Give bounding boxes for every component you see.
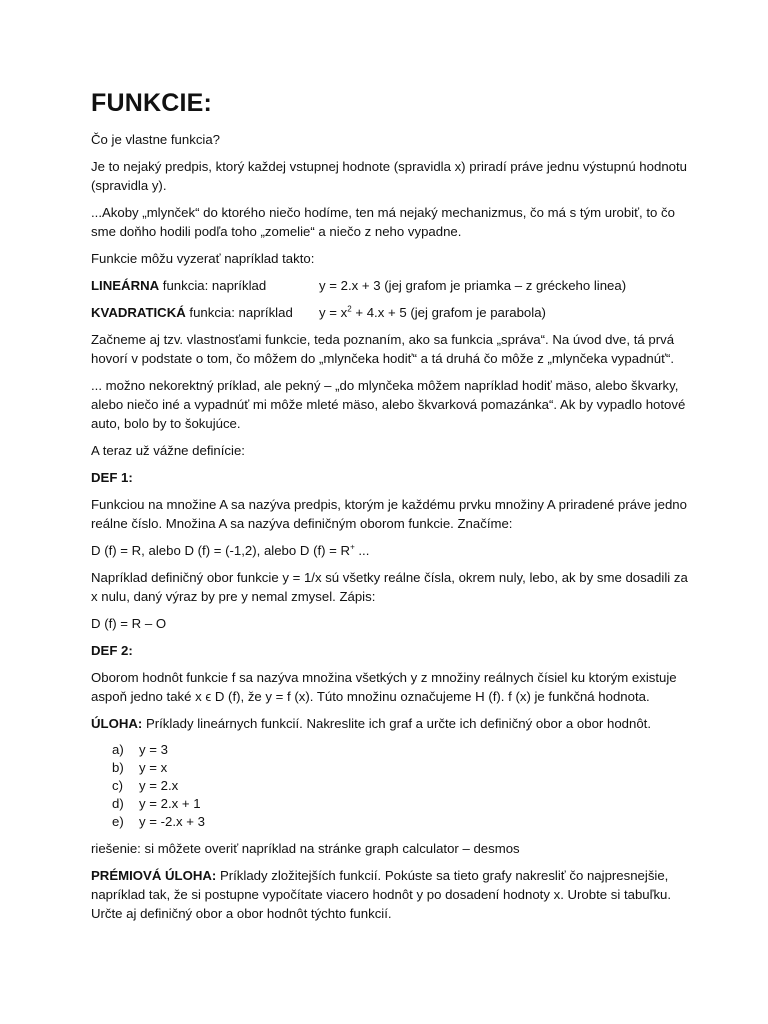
list-item-text: y = -2.x + 3 xyxy=(139,814,205,829)
task-list xyxy=(91,741,691,831)
question-paragraph: Čo je vlastne funkcia? xyxy=(91,132,221,147)
page-title: FUNKCIE: xyxy=(91,89,213,117)
list-marker: d) xyxy=(112,796,124,811)
quadratic-formula-part-b: + 4.x + 5 (jej grafom je parabola) xyxy=(351,305,546,320)
domain-examples xyxy=(91,541,691,560)
task-paragraph xyxy=(91,714,691,733)
def2-heading: DEF 2: xyxy=(91,643,133,658)
definition-paragraph: Je to nejaký predpis, ktorý každej vstupnej hodnote (spravidla x) priradí práve jednu výstupnú hodnotu (spravidla y). xyxy=(91,159,687,193)
quadratic-formula-part-a: y = x xyxy=(319,305,348,320)
task-text: Príklady lineárnych funkcií. Nakreslite ich graf a určte ich definičný obor a obor hodnôt. xyxy=(142,716,651,731)
reciprocal-paragraph: Napríklad definičný obor funkcie y = 1/x sú všetky reálne čísla, okrem nuly, lebo, ak by sme dosadili za x nulu, daný výraz by pre y nemal zmysel. Zápis: xyxy=(91,570,688,604)
quadratic-function-name: KVADRATICKÁ xyxy=(91,305,186,320)
domain-examples-tail: ... xyxy=(354,543,370,558)
def1-heading: DEF 1: xyxy=(91,470,133,485)
serious-definitions-intro: A teraz už vážne definície: xyxy=(91,443,245,458)
list-marker: a) xyxy=(112,742,124,757)
examples-intro: Funkcie môžu vyzerať napríklad takto: xyxy=(91,251,315,266)
grinder-paragraph: ...Akoby „mlynček“ do ktorého niečo hodíme, ten má nejaký mechanizmus, čo má s tým urobiť, to čo sme doňho hodili podľa toho „zomelie“ a niečo z neho vypadne. xyxy=(91,205,675,239)
def1-body: Funkciou na množine A sa nazýva predpis, ktorým je každému prvku množiny A priradené práve jedno reálne číslo. Množina A sa nazýva definičným oborom funkcie. Značíme: xyxy=(91,497,687,531)
list-item xyxy=(91,759,691,777)
solution-paragraph: riešenie: si môžete overiť napríklad na stránke graph calculator – desmos xyxy=(91,841,520,856)
domain-examples-sup: + xyxy=(350,542,355,552)
example-paragraph: ... možno nekorektný príklad, ale pekný – „do mlynčeka môžem napríklad hodiť mäso, alebo škvarky, alebo niečo iné a vypadnúť mi môže mleté mäso, alebo škvarková pomazánka“. Ak by vypadlo hotové auto, bolo by to šokujúce. xyxy=(91,378,686,431)
properties-paragraph: Začneme aj tzv. vlastnosťami funkcie, teda poznaním, ako sa funkcia „správa“. Na úvod dve, tá prvá hovorí v podstate o tom, čo môžem do „mlynčeka hodiť“ a tá druhá čo môže z „mlynčeka vypadnúť“. xyxy=(91,332,675,366)
list-item-text: y = 2.x + 1 xyxy=(139,796,201,811)
list-item-text: y = x xyxy=(139,760,168,775)
linear-function-row xyxy=(91,276,691,295)
quadratic-formula-exponent: 2 xyxy=(347,304,352,314)
document-body xyxy=(91,88,691,931)
premium-task-text: Príklady zložitejších funkcií. Pokúste sa tieto grafy nakresliť čo najpresnejšie, napríklad tak, že si postupne vypočítate viacero hodnôt y po dosadení hodnoty x. Urobte si tabuľku. Určte aj definičný obor a obor hodnôt týchto funkcií. xyxy=(91,868,672,921)
list-marker: e) xyxy=(112,814,124,829)
list-item xyxy=(91,795,691,813)
premium-task-paragraph xyxy=(91,866,691,923)
task-label: ÚLOHA: xyxy=(91,716,143,731)
linear-function-formula: y = 2.x + 3 (jej grafom je priamka – z gréckeho linea) xyxy=(319,278,627,293)
def2-body: Oborom hodnôt funkcie f sa nazýva množina všetkých y z množiny reálnych čísiel ku ktorým existuje aspoň jedno také x ϵ D (f), že y = f (x). Túto množinu označujeme H (f). f (x) je funkčná hodnota. xyxy=(91,670,677,704)
quadratic-function-label xyxy=(91,303,319,322)
list-item xyxy=(91,777,691,795)
quadratic-function-suffix: funkcia: napríklad xyxy=(185,305,293,320)
list-item xyxy=(91,813,691,831)
quadratic-function-formula xyxy=(319,303,546,322)
premium-task-label: PRÉMIOVÁ ÚLOHA: xyxy=(91,868,217,883)
quadratic-function-row xyxy=(91,303,691,322)
list-item xyxy=(91,741,691,759)
linear-function-label xyxy=(91,276,319,295)
list-marker: b) xyxy=(112,760,124,775)
linear-function-suffix: funkcia: napríklad xyxy=(159,278,267,293)
list-item-text: y = 2.x xyxy=(139,778,179,793)
list-item-text: y = 3 xyxy=(139,742,168,757)
domain-examples-text: D (f) = R, alebo D (f) = (-1,2), alebo D (f) = R xyxy=(91,543,351,558)
reciprocal-domain: D (f) = R – O xyxy=(91,616,167,631)
list-marker: c) xyxy=(112,778,123,793)
linear-function-name: LINEÁRNA xyxy=(91,278,160,293)
